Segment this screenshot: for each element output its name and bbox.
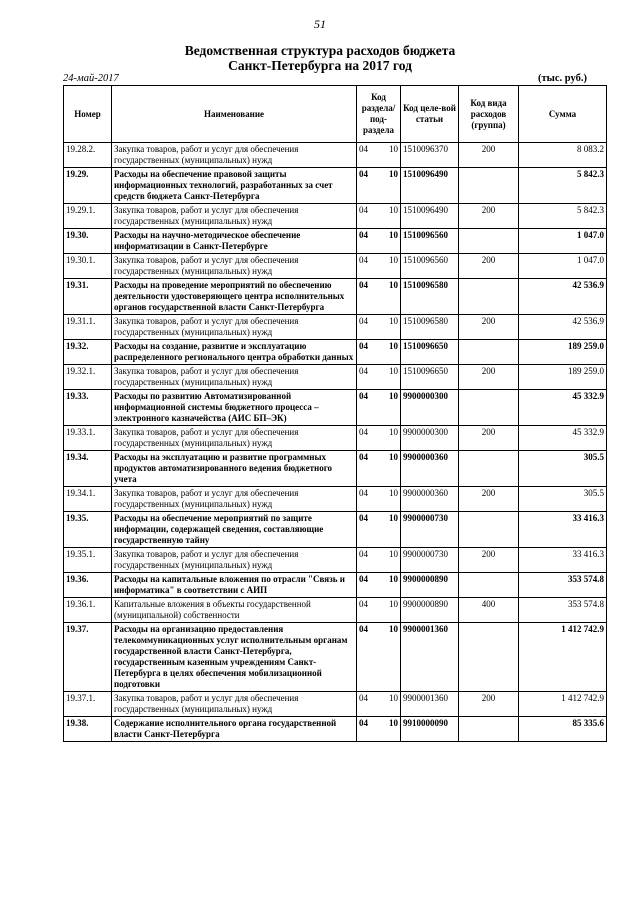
row-number: 19.37. — [64, 623, 112, 692]
row-subsection-code: 10 — [379, 623, 401, 692]
row-article-code: 9900000730 — [401, 512, 459, 548]
row-article-code: 1510096580 — [401, 279, 459, 315]
row-section-code: 04 — [357, 548, 379, 573]
row-name: Расходы на эксплуатацию и развитие программных продуктов автоматизированного ведения бюджетного учета — [112, 451, 357, 487]
row-section-code: 04 — [357, 390, 379, 426]
row-name: Капитальные вложения в объекты государственной (муниципальной) собственности — [112, 598, 357, 623]
table-row — [64, 598, 607, 623]
row-section-code: 04 — [357, 598, 379, 623]
row-expense-type — [459, 229, 519, 254]
row-expense-type: 200 — [459, 143, 519, 168]
row-number: 19.36. — [64, 573, 112, 598]
row-subsection-code: 10 — [379, 692, 401, 717]
row-article-code: 1510096580 — [401, 315, 459, 340]
table-row — [64, 548, 607, 573]
row-expense-type: 200 — [459, 315, 519, 340]
row-number: 19.33.1. — [64, 426, 112, 451]
row-expense-type: 200 — [459, 426, 519, 451]
row-expense-type — [459, 451, 519, 487]
table-header-row — [64, 86, 607, 143]
row-expense-type — [459, 168, 519, 204]
table-row — [64, 229, 607, 254]
row-name: Закупка товаров, работ и услуг для обеспечения государственных (муниципальных) нужд — [112, 315, 357, 340]
table-row — [64, 426, 607, 451]
row-section-code: 04 — [357, 204, 379, 229]
row-sum: 42 536.9 — [519, 279, 607, 315]
row-subsection-code: 10 — [379, 512, 401, 548]
row-subsection-code: 10 — [379, 315, 401, 340]
row-sum: 5 842.3 — [519, 204, 607, 229]
row-section-code: 04 — [357, 315, 379, 340]
row-expense-type: 200 — [459, 487, 519, 512]
row-number: 19.38. — [64, 717, 112, 742]
table-row — [64, 692, 607, 717]
row-section-code: 04 — [357, 623, 379, 692]
table-row — [64, 279, 607, 315]
row-sum: 33 416.3 — [519, 512, 607, 548]
row-number: 19.31. — [64, 279, 112, 315]
table-row — [64, 623, 607, 692]
budget-table — [63, 85, 607, 742]
table-row — [64, 487, 607, 512]
row-name: Расходы на капитальные вложения по отрасли "Связь и информатика" в соответствии с АИП — [112, 573, 357, 598]
table-row — [64, 204, 607, 229]
row-sum: 33 416.3 — [519, 548, 607, 573]
row-number: 19.30. — [64, 229, 112, 254]
row-sum: 1 047.0 — [519, 229, 607, 254]
row-article-code: 1510096560 — [401, 229, 459, 254]
units-label: (тыс. руб.) — [538, 73, 587, 84]
row-article-code: 9900000730 — [401, 548, 459, 573]
row-number: 19.29.1. — [64, 204, 112, 229]
row-sum: 305.5 — [519, 487, 607, 512]
header-article: Код целе-вой статьи — [401, 86, 459, 143]
row-subsection-code: 10 — [379, 426, 401, 451]
table-row — [64, 365, 607, 390]
row-sum: 45 332.9 — [519, 390, 607, 426]
row-name: Закупка товаров, работ и услуг для обеспечения государственных (муниципальных) нужд — [112, 426, 357, 451]
table-row — [64, 315, 607, 340]
row-subsection-code: 10 — [379, 451, 401, 487]
row-article-code: 1510096650 — [401, 340, 459, 365]
row-article-code: 9900000300 — [401, 390, 459, 426]
row-number: 19.31.1. — [64, 315, 112, 340]
row-name: Закупка товаров, работ и услуг для обеспечения государственных (муниципальных) нужд — [112, 204, 357, 229]
row-expense-type — [459, 390, 519, 426]
row-section-code: 04 — [357, 365, 379, 390]
document-date: 24-май-2017 — [63, 73, 119, 84]
row-name: Расходы на проведение мероприятий по обеспечению деятельности удостоверяющего центра исполнительных органов государственной власти Санкт-Петербурга — [112, 279, 357, 315]
header-name: Наименование — [112, 86, 357, 143]
row-subsection-code: 10 — [379, 168, 401, 204]
row-subsection-code: 10 — [379, 487, 401, 512]
row-name: Закупка товаров, работ и услуг для обеспечения государственных (муниципальных) нужд — [112, 692, 357, 717]
row-number: 19.35. — [64, 512, 112, 548]
row-subsection-code: 10 — [379, 279, 401, 315]
row-number: 19.35.1. — [64, 548, 112, 573]
row-sum: 353 574.8 — [519, 598, 607, 623]
row-name: Закупка товаров, работ и услуг для обеспечения государственных (муниципальных) нужд — [112, 254, 357, 279]
row-section-code: 04 — [357, 451, 379, 487]
row-sum: 8 083.2 — [519, 143, 607, 168]
row-sum: 5 842.3 — [519, 168, 607, 204]
row-expense-type: 200 — [459, 254, 519, 279]
row-section-code: 04 — [357, 487, 379, 512]
header-number: Номер — [64, 86, 112, 143]
row-article-code: 1510096490 — [401, 168, 459, 204]
row-section-code: 04 — [357, 254, 379, 279]
row-name: Расходы на обеспечение мероприятий по защите информации, содержащей сведения, составляющие государственную тайну — [112, 512, 357, 548]
row-sum: 305.5 — [519, 451, 607, 487]
row-article-code: 1510096650 — [401, 365, 459, 390]
row-article-code: 9900001360 — [401, 692, 459, 717]
table-row — [64, 254, 607, 279]
page-number: 51 — [314, 17, 326, 31]
title-line-2: Санкт-Петербурга на 2017 год — [228, 58, 412, 73]
header-type: Код вида расходов (группа) — [459, 86, 519, 143]
header-sum: Сумма — [519, 86, 607, 143]
table-row — [64, 573, 607, 598]
row-subsection-code: 10 — [379, 204, 401, 229]
row-sum: 353 574.8 — [519, 573, 607, 598]
row-article-code: 1510096370 — [401, 143, 459, 168]
row-article-code: 9900000360 — [401, 487, 459, 512]
row-section-code: 04 — [357, 692, 379, 717]
row-name: Содержание исполнительного органа государственной власти Санкт-Петербурга — [112, 717, 357, 742]
table-row — [64, 340, 607, 365]
row-section-code: 04 — [357, 340, 379, 365]
row-expense-type: 200 — [459, 692, 519, 717]
row-article-code: 1510096490 — [401, 204, 459, 229]
table-body — [64, 143, 607, 742]
row-section-code: 04 — [357, 573, 379, 598]
row-number: 19.28.2. — [64, 143, 112, 168]
row-expense-type — [459, 512, 519, 548]
row-expense-type — [459, 279, 519, 315]
row-subsection-code: 10 — [379, 598, 401, 623]
row-sum: 189 259.0 — [519, 340, 607, 365]
row-article-code: 9900001360 — [401, 623, 459, 692]
row-subsection-code: 10 — [379, 340, 401, 365]
row-sum: 1 047.0 — [519, 254, 607, 279]
row-sum: 189 259.0 — [519, 365, 607, 390]
title-line-1: Ведомственная структура расходов бюджета — [184, 43, 456, 58]
row-section-code: 04 — [357, 426, 379, 451]
row-section-code: 04 — [357, 279, 379, 315]
row-expense-type: 200 — [459, 548, 519, 573]
row-article-code: 9900000890 — [401, 573, 459, 598]
row-name: Расходы на обеспечение правовой защиты информационных технологий, разработанных за счет средств бюджета Санкт-Петербурга — [112, 168, 357, 204]
row-subsection-code: 10 — [379, 143, 401, 168]
row-expense-type — [459, 573, 519, 598]
row-expense-type — [459, 623, 519, 692]
table-row — [64, 168, 607, 204]
row-sum: 1 412 742.9 — [519, 692, 607, 717]
row-subsection-code: 10 — [379, 365, 401, 390]
row-article-code: 9900000300 — [401, 426, 459, 451]
row-sum: 1 412 742.9 — [519, 623, 607, 692]
table-row — [64, 390, 607, 426]
table-row — [64, 512, 607, 548]
row-number: 19.34.1. — [64, 487, 112, 512]
table-row — [64, 143, 607, 168]
row-name: Закупка товаров, работ и услуг для обеспечения государственных (муниципальных) нужд — [112, 548, 357, 573]
row-sum: 42 536.9 — [519, 315, 607, 340]
row-number: 19.32.1. — [64, 365, 112, 390]
row-number: 19.30.1. — [64, 254, 112, 279]
row-article-code: 9900000890 — [401, 598, 459, 623]
row-name: Расходы на научно-методическое обеспечение информатизации в Санкт-Петербурге — [112, 229, 357, 254]
row-subsection-code: 10 — [379, 229, 401, 254]
row-section-code: 04 — [357, 512, 379, 548]
row-expense-type: 400 — [459, 598, 519, 623]
row-name: Закупка товаров, работ и услуг для обеспечения государственных (муниципальных) нужд — [112, 487, 357, 512]
row-section-code: 04 — [357, 717, 379, 742]
row-article-code: 1510096560 — [401, 254, 459, 279]
row-subsection-code: 10 — [379, 254, 401, 279]
row-number: 19.32. — [64, 340, 112, 365]
row-name: Расходы на создание, развитие и эксплуатацию распределенного регионального центра обработки данных — [112, 340, 357, 365]
row-sum: 85 335.6 — [519, 717, 607, 742]
row-expense-type: 200 — [459, 204, 519, 229]
row-subsection-code: 10 — [379, 390, 401, 426]
row-sum: 45 332.9 — [519, 426, 607, 451]
row-expense-type: 200 — [459, 365, 519, 390]
table-row — [64, 451, 607, 487]
table-row — [64, 717, 607, 742]
row-name: Расходы по развитию Автоматизированной информационной системы бюджетного процесса – электронного казначейства (АИС БП–ЭК) — [112, 390, 357, 426]
row-name: Закупка товаров, работ и услуг для обеспечения государственных (муниципальных) нужд — [112, 365, 357, 390]
row-name: Закупка товаров, работ и услуг для обеспечения государственных (муниципальных) нужд — [112, 143, 357, 168]
row-subsection-code: 10 — [379, 717, 401, 742]
row-number: 19.33. — [64, 390, 112, 426]
row-section-code: 04 — [357, 168, 379, 204]
row-section-code: 04 — [357, 229, 379, 254]
row-number: 19.36.1. — [64, 598, 112, 623]
document-title — [0, 43, 640, 73]
row-number: 19.34. — [64, 451, 112, 487]
row-number: 19.37.1. — [64, 692, 112, 717]
row-subsection-code: 10 — [379, 573, 401, 598]
row-expense-type — [459, 340, 519, 365]
row-expense-type — [459, 717, 519, 742]
header-section: Код раздела/ под-раздела — [357, 86, 401, 143]
row-subsection-code: 10 — [379, 548, 401, 573]
row-number: 19.29. — [64, 168, 112, 204]
row-section-code: 04 — [357, 143, 379, 168]
row-name: Расходы на организацию предоставления телекоммуникационных услуг исполнительным органам государственной власти Санкт-Петербурга, государственным казенным учреждениям Санкт-Петербурга в целях обеспечения мобилизационной подготовки — [112, 623, 357, 692]
row-article-code: 9900000360 — [401, 451, 459, 487]
row-article-code: 9910000090 — [401, 717, 459, 742]
